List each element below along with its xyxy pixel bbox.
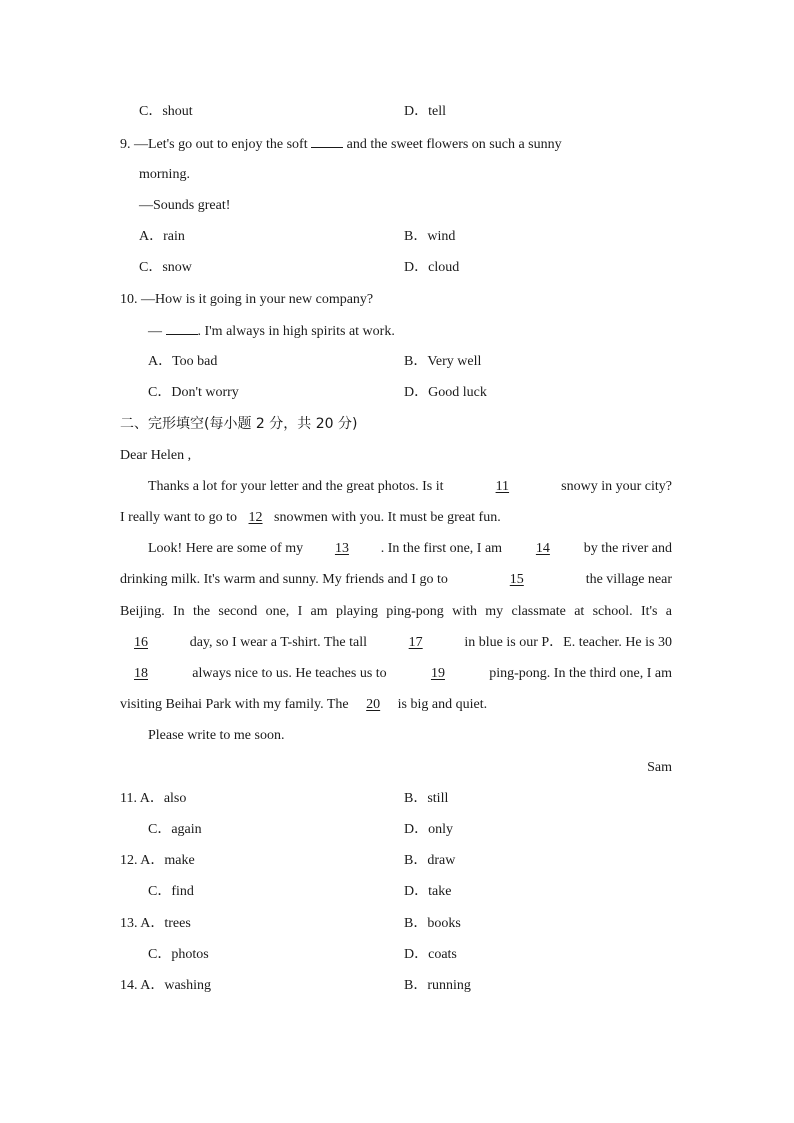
letter-text: snowmen with you. It must be great fun. bbox=[274, 510, 501, 525]
q14-number: 14. bbox=[120, 978, 141, 993]
letter-p2-line1 bbox=[148, 540, 672, 558]
q9-stem-part1: —Let's go out to enjoy the soft bbox=[134, 137, 308, 152]
q13-option-a bbox=[120, 915, 191, 933]
q9-stem-line1 bbox=[120, 135, 672, 154]
q9-option-c: C．snow bbox=[139, 260, 192, 275]
q9-stem-part2: and the sweet flowers on such a sunny bbox=[346, 137, 562, 152]
blank-19: 19 bbox=[430, 666, 445, 681]
q9-number: 9. bbox=[120, 137, 134, 152]
blank-18: 18 bbox=[134, 666, 148, 681]
letter-closing: Please write to me soon. bbox=[148, 728, 285, 743]
letter-text: day, so I wear a T-shirt. The tall bbox=[189, 635, 367, 650]
letter-greeting: Dear Helen , bbox=[120, 448, 192, 463]
q10-option-b: B．Very well bbox=[404, 354, 482, 369]
blank-16: 16 bbox=[134, 635, 148, 650]
letter-text: in blue is our P．E. teacher. He is 30 bbox=[464, 635, 672, 650]
blank-11: 11 bbox=[495, 479, 510, 494]
q11-option-b: B．still bbox=[404, 791, 449, 806]
blank-13: 13 bbox=[334, 541, 349, 556]
q10-reply bbox=[148, 322, 395, 341]
q9-blank bbox=[311, 135, 343, 148]
q13-option-d: D．coats bbox=[404, 947, 457, 962]
q14-option-a-text: A．washing bbox=[140, 978, 212, 993]
q11-option-d: D．only bbox=[404, 822, 453, 837]
letter-p2-line2 bbox=[120, 571, 672, 589]
blank-17: 17 bbox=[408, 635, 423, 650]
q13-option-a-text: A．trees bbox=[140, 916, 191, 931]
letter-text: Look! Here are some of my bbox=[148, 541, 304, 556]
letter-text: snowy in your city? bbox=[561, 479, 672, 494]
q12-option-a-text: A．make bbox=[140, 853, 195, 868]
blank-12: 12 bbox=[248, 510, 263, 525]
q10-stem bbox=[120, 291, 373, 309]
q11-option-a-text: A．also bbox=[139, 791, 187, 806]
q10-number: 10. bbox=[120, 292, 141, 307]
q10-stem-text: —How is it going in your new company? bbox=[141, 292, 374, 307]
q11-option-c: C．again bbox=[148, 822, 202, 837]
q9-option-b: B．wind bbox=[404, 229, 456, 244]
letter-text: by the river and bbox=[583, 541, 672, 556]
q9-option-d: D．cloud bbox=[404, 260, 460, 275]
q12-option-b: B．draw bbox=[404, 853, 456, 868]
q8-option-c: C．shout bbox=[139, 104, 193, 119]
letter-p1-line1 bbox=[148, 478, 672, 496]
q14-option-b: B．running bbox=[404, 978, 471, 993]
q10-reply-text: . I'm always in high spirits at work. bbox=[197, 324, 395, 339]
letter-text: . In the first one, I am bbox=[380, 541, 503, 556]
q8-option-d: D．tell bbox=[404, 104, 446, 119]
q10-option-a: A．Too bad bbox=[148, 354, 218, 369]
blank-15: 15 bbox=[509, 572, 524, 587]
q14-option-a bbox=[120, 977, 211, 995]
q9-option-a: A．rain bbox=[139, 229, 185, 244]
q12-option-c: C．find bbox=[148, 884, 194, 899]
q13-number: 13. bbox=[120, 916, 141, 931]
letter-p2-line3: Beijing. In the second one, I am playing ping-pong with my classmate at school. It's a bbox=[120, 604, 672, 619]
q13-option-c: C．photos bbox=[148, 947, 209, 962]
letter-text: drinking milk. It's warm and sunny. My friends and I go to bbox=[120, 572, 448, 587]
q10-option-c: C．Don't worry bbox=[148, 385, 239, 400]
q13-option-b: B．books bbox=[404, 916, 461, 931]
blank-20: 20 bbox=[366, 697, 381, 712]
letter-p2-line4 bbox=[120, 634, 672, 652]
q12-option-d: D．take bbox=[404, 884, 452, 899]
q9-reply: —Sounds great! bbox=[139, 198, 231, 213]
q10-reply-dash: — bbox=[148, 324, 162, 339]
letter-p1-line2 bbox=[120, 509, 501, 527]
q10-option-d: D．Good luck bbox=[404, 385, 487, 400]
q9-stem-line2: morning. bbox=[139, 167, 190, 182]
section-title: 二、完形填空(每小题 2 分，共 20 分) bbox=[120, 416, 358, 432]
letter-signature: Sam bbox=[647, 760, 672, 775]
letter-text: visiting Beihai Park with my family. The bbox=[120, 697, 349, 712]
letter-text: is big and quiet. bbox=[397, 697, 488, 712]
q10-blank bbox=[166, 322, 198, 335]
letter-text: Thanks a lot for your letter and the great photos. Is it bbox=[148, 479, 444, 494]
letter-p2-line5 bbox=[120, 665, 672, 683]
blank-14: 14 bbox=[535, 541, 550, 556]
q12-number: 12. bbox=[120, 853, 141, 868]
letter-text: ping-pong. In the third one, I am bbox=[489, 666, 672, 681]
q12-option-a bbox=[120, 852, 195, 870]
letter-p2-line6 bbox=[120, 696, 487, 714]
letter-text: I really want to go to bbox=[120, 510, 238, 525]
letter-text: the village near bbox=[585, 572, 672, 587]
q11-number: 11. bbox=[120, 791, 140, 806]
q11-option-a bbox=[120, 790, 186, 808]
letter-text: always nice to us. He teaches us to bbox=[192, 666, 387, 681]
